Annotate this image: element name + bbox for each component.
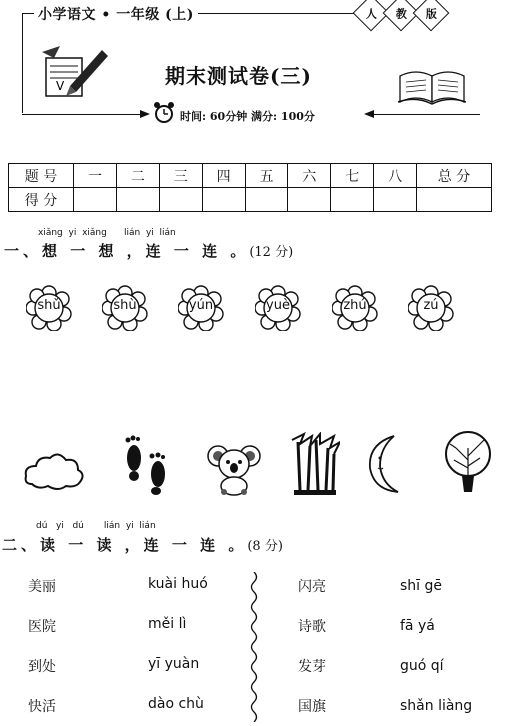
section1-heading: [4, 240, 293, 261]
section1-heading-text: 一、想 一 想 ，连 一 连 。: [4, 242, 250, 260]
pinyin-daochu[interactable]: dào chù: [148, 696, 204, 712]
cloud-picture[interactable]: [22, 448, 86, 494]
pinyin-shige[interactable]: shī gē: [400, 578, 443, 594]
section2-pinyin: dú yi dú lián yi lián: [36, 521, 156, 531]
badge-jiao: 教: [383, 0, 420, 31]
pinyin-meili[interactable]: měi lì: [148, 616, 187, 632]
flower-shu3[interactable]: [26, 285, 72, 331]
cell-header: 六: [288, 164, 331, 188]
score-cell[interactable]: [245, 188, 288, 212]
word-faya[interactable]: 发芽: [298, 659, 326, 675]
word-shanliang[interactable]: 闪亮: [298, 579, 326, 595]
badge-ren: 人: [353, 0, 390, 31]
flower-syllable: zhú: [343, 298, 367, 313]
wavy-divider: [248, 572, 260, 722]
cell-header: 三: [159, 164, 202, 188]
footprints-picture[interactable]: [120, 434, 174, 496]
score-cell[interactable]: [74, 188, 117, 212]
tree-picture[interactable]: [440, 430, 496, 496]
pinyin-faya[interactable]: fā yá: [400, 618, 435, 634]
exam-title: 期末测试卷(三): [165, 64, 312, 88]
flower-syllable: shù: [113, 298, 137, 313]
score-cell[interactable]: [374, 188, 417, 212]
flower-zhu[interactable]: [332, 285, 378, 331]
pen-paper-icon: [40, 42, 110, 104]
score-cell[interactable]: [116, 188, 159, 212]
word-meili[interactable]: 美丽: [28, 579, 56, 595]
score-cell[interactable]: [202, 188, 245, 212]
score-table: [8, 163, 492, 212]
flower-yue[interactable]: [255, 285, 301, 331]
edition-badges: [354, 0, 444, 26]
score-cell[interactable]: [288, 188, 331, 212]
right-arrowhead: [140, 109, 150, 119]
time-and-score-info: 时间: 60分钟 满分: 100分: [180, 110, 315, 123]
cell-header: 四: [202, 164, 245, 188]
word-guoqi[interactable]: 国旗: [298, 699, 326, 715]
header-left-border: [22, 13, 23, 113]
pinyin-guoqi[interactable]: guó qí: [400, 658, 444, 674]
open-book-icon: [396, 66, 468, 106]
svg-text:V: V: [56, 79, 65, 93]
pinyin-shanliang[interactable]: shǎn liàng: [400, 698, 473, 714]
flower-yun[interactable]: [178, 285, 224, 331]
cell-header: 七: [331, 164, 374, 188]
subject-label: 小学语文 • 一年级 (上): [34, 4, 198, 24]
moon-picture[interactable]: [364, 434, 414, 494]
badge-ban: 版: [413, 0, 450, 31]
alarm-clock-icon: [153, 101, 175, 125]
word-yiyuan[interactable]: 医院: [28, 619, 56, 635]
cell-header: 总 分: [417, 164, 492, 188]
cell-header: 一: [74, 164, 117, 188]
cell-header: 二: [116, 164, 159, 188]
score-cell[interactable]: [417, 188, 492, 212]
score-cell[interactable]: [331, 188, 374, 212]
koala-picture[interactable]: [206, 440, 262, 496]
left-arrowhead: [364, 109, 374, 119]
cell-label: 得 分: [9, 188, 74, 212]
cell-label: 题 号: [9, 164, 74, 188]
section2-heading: [2, 534, 283, 555]
score-table-header-row: [9, 164, 492, 188]
cell-header: 五: [245, 164, 288, 188]
flower-syllable: shǔ: [37, 298, 61, 313]
flower-syllable: yuè: [266, 298, 290, 313]
section2-heading-text: 二、读 一 读 ，连 一 连 。: [2, 536, 248, 554]
flower-shu4[interactable]: [102, 285, 148, 331]
pinyin-yiyuan[interactable]: yī yuàn: [148, 656, 200, 672]
cell-header: 八: [374, 164, 417, 188]
bamboo-picture[interactable]: [290, 432, 340, 496]
pinyin-kuaihuo[interactable]: kuài huó: [148, 576, 208, 592]
flower-zu[interactable]: [408, 285, 454, 331]
time-left-arrow-line: [22, 114, 148, 115]
section1-pinyin: xiǎng yi xiǎng lián yi lián: [38, 228, 176, 238]
word-shige[interactable]: 诗歌: [298, 619, 326, 635]
flower-syllable: zú: [423, 298, 439, 313]
word-daochu[interactable]: 到处: [28, 659, 56, 675]
time-right-arrow-line: [372, 114, 480, 115]
score-table-value-row: [9, 188, 492, 212]
word-kuaihuo[interactable]: 快活: [28, 699, 56, 715]
section1-score: (12 分): [249, 245, 294, 260]
flower-syllable: yún: [188, 298, 214, 313]
section2-score: (8 分): [247, 539, 283, 554]
score-cell[interactable]: [159, 188, 202, 212]
